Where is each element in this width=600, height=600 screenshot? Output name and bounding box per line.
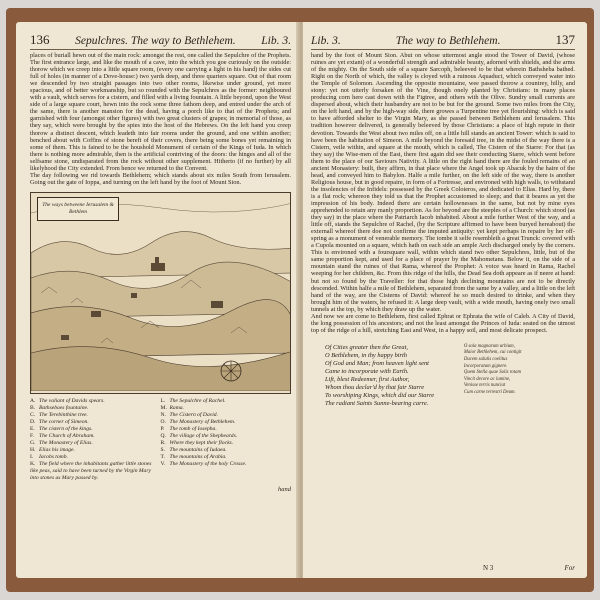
- body-text-continued: And now we are come to Bethlehem, first called Ephrat or Ephrata the wife of Caleb. A City of David, the long possession of his ancestors; and not the least amongst the Princes of Iuda: seated on the utmost top of the ridge of a hill, stretching East and West, in a happy soil, and most delicate prospect.: [311, 312, 575, 334]
- legend-key: T.: [160, 453, 165, 460]
- legend-item: [161, 461, 292, 468]
- poem-line: Came to incorporate with Earth.: [325, 367, 409, 375]
- legend-item: [161, 419, 292, 426]
- legend-text: The Monastery of Elias.: [39, 439, 93, 446]
- legend-key: A.: [30, 397, 36, 404]
- legend-key: L.: [160, 397, 166, 404]
- legend-key: P.: [160, 425, 165, 432]
- legend-item: [161, 398, 292, 405]
- signature-mark: N 3: [483, 564, 494, 572]
- book-spread: [6, 8, 594, 592]
- legend-key: E.: [30, 425, 35, 432]
- legend-text: The mountains of Iudaea.: [169, 446, 227, 453]
- legend-text: The valiant of Davids spears.: [39, 397, 105, 404]
- legend-text: The Sepulchre of Rachel.: [169, 397, 226, 404]
- legend-item: [161, 440, 292, 447]
- legend-item: [30, 426, 161, 433]
- body-text: hand by the foot of Mount Sion. Abut on whose uttermost angle stood the Tower of David, (whose ruines are yet extant) of a wonderfull strength and admirable beauty, adorned with shields, and the arms of the mighty. On the South side of a square Sarcoph, beleeved to be that wherein Bathsheba bathed. Right on the North of which, the valley is cloyed with a ruinous Aquaduct, which conveyed water into the Temple of Solomon. Ascending the opposite mountaine, wee passed thorow a countrey, hilly, and stony: yet not utterly forsaken of the Vine, though onely planted by Christians: in many places producing corn here cast down with the Figtree, and others with the Olive. Sundry small currents are dispersed about, which their husbandry are not to be but for the ground. Some two miles from the City, on the left hand, and by the high-way side, there growes a Turpentine tree yet flourishing: which is said to have afforded shelter to the Virgin Mary, as she passed between Bethlehem and Ierusalem. This tradition however delivered, is generally beleeved by those Christians: a place of high repute in their devotion. Towards the West about two miles off, on a little hill stands an ancient Tower: which is said to have been the habitation of Simeon. A mile beyond the foresaid tree, in the midst of the way there is a Cistern, veile within, and square at the mouth, which is called, The Cistern of the Starre: For that (as they say) the Wise-men of the East, there first again did see their conducting Starre, which went before them to the place of our Saviours Nativity. A little on the right hand there are the fouled remains of an ancient Monastery: built, they affirm, in that place where the Angel took up Abacuk by the haire of the head, and conveyed him to Babylon. Halfe a mile further, on the left side of the way, there is another Religious house, but in good repaire, in form of a Fortresse, and environed with high walls, to withstand the insolencies of the Infidels: possessed by the Greek Coloieros, and dedicated to Elias. Hard by, there is a flat rock; whereon they told us that the Prophet accustomed to sleep; and that it beares as yet the impression of his body. Indeed there are certain hollownesses in the same, but not by mine eyes apprehended to retain any manly proportion. As for beyond are the steeples of a Church: which stood (as they say) in the place where the Patriarch Iacob inhabited. About a mile further West of the way, and a little off, stands the Sepulchre of Rachel, (by the Scripture affirmed to have been buryed hereabout) the externall whereof there doe not confirme the imputed antiquity: yet kept perhaps in repaire by her off-spring as a monument of venerable memory. The tombe it selfe resembleth a great Trunck: covered with a Cupola mounted on a square, which hath on each side an ample Arch discharged onely by the corners. This is environed with a foursquare wall, within which stand two other Sepulchres, little, but of the same proportion kept, and used for a place of prayer by the Mahometans. Below it, on the side of a mountain stand the ruines of that Rama, whereof the Prophet: A voice was heard in Rama, Rachel weeping for her children, &c. From this ridge of the hills, the Dead Sea doth appeare as if neere at hand: but not so found by the Traveller: for that those high declining mountains are not to be directly descended. Within halfe a mile of Bethlehem, separated from the same by a valley, and a little on the left hand of the way, are the Cisterns of David: whereof he so much desired to drinke, and when they brought him of the waters, he refused it: A large deep vault, with a wide mouth, having onely two small tunnels at the top, by which they draw up the water.: [311, 52, 575, 313]
- poem-line: Lift, blest Redeemer, first Author,: [325, 375, 410, 383]
- page-number: 137: [555, 32, 575, 47]
- poem-line: Maior Bethlehem, cui contigit: [463, 350, 522, 356]
- legend-key: G.: [30, 439, 36, 446]
- legend-item: [30, 433, 161, 440]
- legend-key: N.: [160, 411, 166, 418]
- poem-line: Ducem salutis coelitus: [463, 357, 508, 363]
- legend-item: [30, 440, 161, 447]
- legend-column-left: [30, 398, 161, 482]
- legend-item: [161, 433, 292, 440]
- legend-item: [30, 405, 161, 412]
- poem-line: To worshiping Kings, which did our Starre: [325, 391, 435, 399]
- body-text: places of buriall hewn out of the main rock: amongst the rest, one called the Sepulchre of the Prophets. The first entrance large, and like the mouth of a cave, into the which you goe curiously on the outside: thorow which we creep into a little square room, (every one carrying a light in his hand) the sides cut full of holes (in manner of a Dove-house:) two yards deep, and three quarters square. Out of that room we descended by two straight passages into two other rooms, likewise under ground, yet more spacious, and of better workmanship, but so rounded with the Sepulchres as the former: neighboured with a vault, which serves for a cistern, and filled with a living fountain. A little beyond, upon the West side of a large square court, hewn into the rock some three fathom deep, and entred under the arch of the same, there is another mansion for the dead, having a porch like to that of the Prophets; and garnished with four (amongst other figures) with two great clusters of grapes; in memorial of those, as they say, which were brought by the spies into the host of the Hebrews. On the left hand you creep thorow a distinct descent, which leadeth into fair rooms under the ground, and one within another; benched about with Coffins of stone bereft of their covers, there being some bones yet remaining in some of them. This is fained to be the houshold Monument of certain of the Kings of Iuda. In which there is nothing more admirable, then is the artificial contriving of the doors: the hinges and all of the selfsame stone, undisparated from the rock without other supplement. Hitherto (if no further) by all likelyhood the City extended. From hence we returned to the Convent.: [30, 52, 291, 172]
- legend-text: The mountains of Arabia.: [169, 453, 227, 460]
- legend-item: [161, 405, 292, 412]
- legend-column-right: [161, 398, 292, 482]
- poem-line: Quem Stella quae Solis rotam: [463, 370, 522, 376]
- legend-text: The field where the inhabitants gather little stones like peas, said to have been turned by the Virgin Mary into stones as Mary passed by.: [30, 460, 152, 481]
- running-title: Sepulchres. The way to Bethlehem.: [75, 35, 236, 47]
- book-label: Lib. 3.: [261, 35, 291, 47]
- left-page: [16, 22, 299, 578]
- legend-text: The Monastery of Bethlehem.: [169, 418, 236, 425]
- left-running-head: [30, 32, 291, 50]
- legend-item: [30, 419, 161, 426]
- catchword: hand: [278, 485, 291, 493]
- poem-line: O Bethlehem, in thy happy birth: [325, 351, 407, 359]
- legend-key: V.: [160, 460, 166, 467]
- catchword: For: [564, 564, 575, 572]
- legend-key: M.: [160, 404, 167, 411]
- legend-item: [161, 454, 292, 461]
- right-running-head: [311, 32, 575, 50]
- legend-text: Bathsebaes fountaine.: [39, 404, 89, 411]
- legend-item: [30, 447, 161, 454]
- poem-line: Of Cities greater then the Great,: [325, 343, 408, 351]
- poem-latin: [464, 344, 575, 408]
- body-text-continued: The day following we rid towards Bethlehem; which stands about six miles South from Ierusalem. Going out the gate of Ioppa, and turning on the left hand by the foot of Mount Sion.: [30, 171, 291, 186]
- poem-line: Of God and Man; from heaven light sent: [325, 359, 429, 367]
- legend-key: R.: [160, 439, 166, 446]
- legend-text: The Church of Abraham.: [39, 432, 95, 439]
- legend-text: The Cistern of David.: [169, 411, 218, 418]
- figure-legend: [30, 398, 291, 482]
- legend-key: I.: [30, 453, 34, 460]
- legend-item: [30, 461, 161, 482]
- poem-english: [311, 344, 464, 408]
- legend-item: [30, 454, 161, 461]
- legend-key: H.: [30, 446, 36, 453]
- running-title: The way to Bethlehem.: [395, 35, 501, 47]
- legend-text: The village of the Shepheards.: [169, 432, 238, 439]
- legend-key: D.: [30, 418, 36, 425]
- legend-key: K.: [30, 460, 36, 467]
- poem-block: [311, 344, 575, 408]
- legend-key: C.: [30, 411, 36, 418]
- poem-line: Whom thou declar'd by that fair Starre: [325, 383, 425, 391]
- legend-text: The Monastery of the holy Crosse.: [169, 460, 247, 467]
- legend-text: The cistern of the kings.: [39, 425, 93, 432]
- legend-item: [161, 426, 292, 433]
- poem-line: O sola magnarum urbium,: [463, 343, 515, 349]
- legend-text: Iacobs tomb.: [39, 453, 68, 460]
- legend-item: [161, 447, 292, 454]
- legend-item: [161, 412, 292, 419]
- legend-key: F.: [30, 432, 35, 439]
- engraving-figure: [30, 192, 291, 394]
- map-cartouche: The ways betweene Ierusalem & Bethlem: [37, 197, 119, 221]
- poem-line: Incorporatum gignere.: [463, 363, 508, 369]
- right-page: [303, 22, 587, 578]
- legend-key: O.: [160, 418, 166, 425]
- book-label: Lib. 3.: [311, 35, 341, 47]
- legend-item: [30, 412, 161, 419]
- poem-line: Cum carne terrestri Deum.: [463, 390, 516, 396]
- legend-text: Where they kept their flocks.: [169, 439, 234, 446]
- legend-key: B.: [30, 404, 36, 411]
- legend-text: Elias his image.: [39, 446, 75, 453]
- poem-line: Venisse terris nunciat: [463, 383, 506, 389]
- poem-line: The radiant Saints Sunne-bearing carre.: [325, 399, 429, 407]
- legend-text: Rama.: [169, 404, 184, 411]
- legend-text: The tomb of Iosepha.: [169, 425, 217, 432]
- landscape-engraving: [31, 193, 291, 391]
- legend-key: S.: [160, 446, 166, 453]
- page-number: 136: [30, 32, 50, 47]
- legend-key: Q.: [160, 432, 166, 439]
- legend-text: The Terebinthine tree.: [39, 411, 88, 418]
- legend-item: [30, 398, 161, 405]
- poem-line: Vincit decore ac lumine,: [463, 376, 511, 382]
- legend-text: The corner of Simeon.: [39, 418, 89, 425]
